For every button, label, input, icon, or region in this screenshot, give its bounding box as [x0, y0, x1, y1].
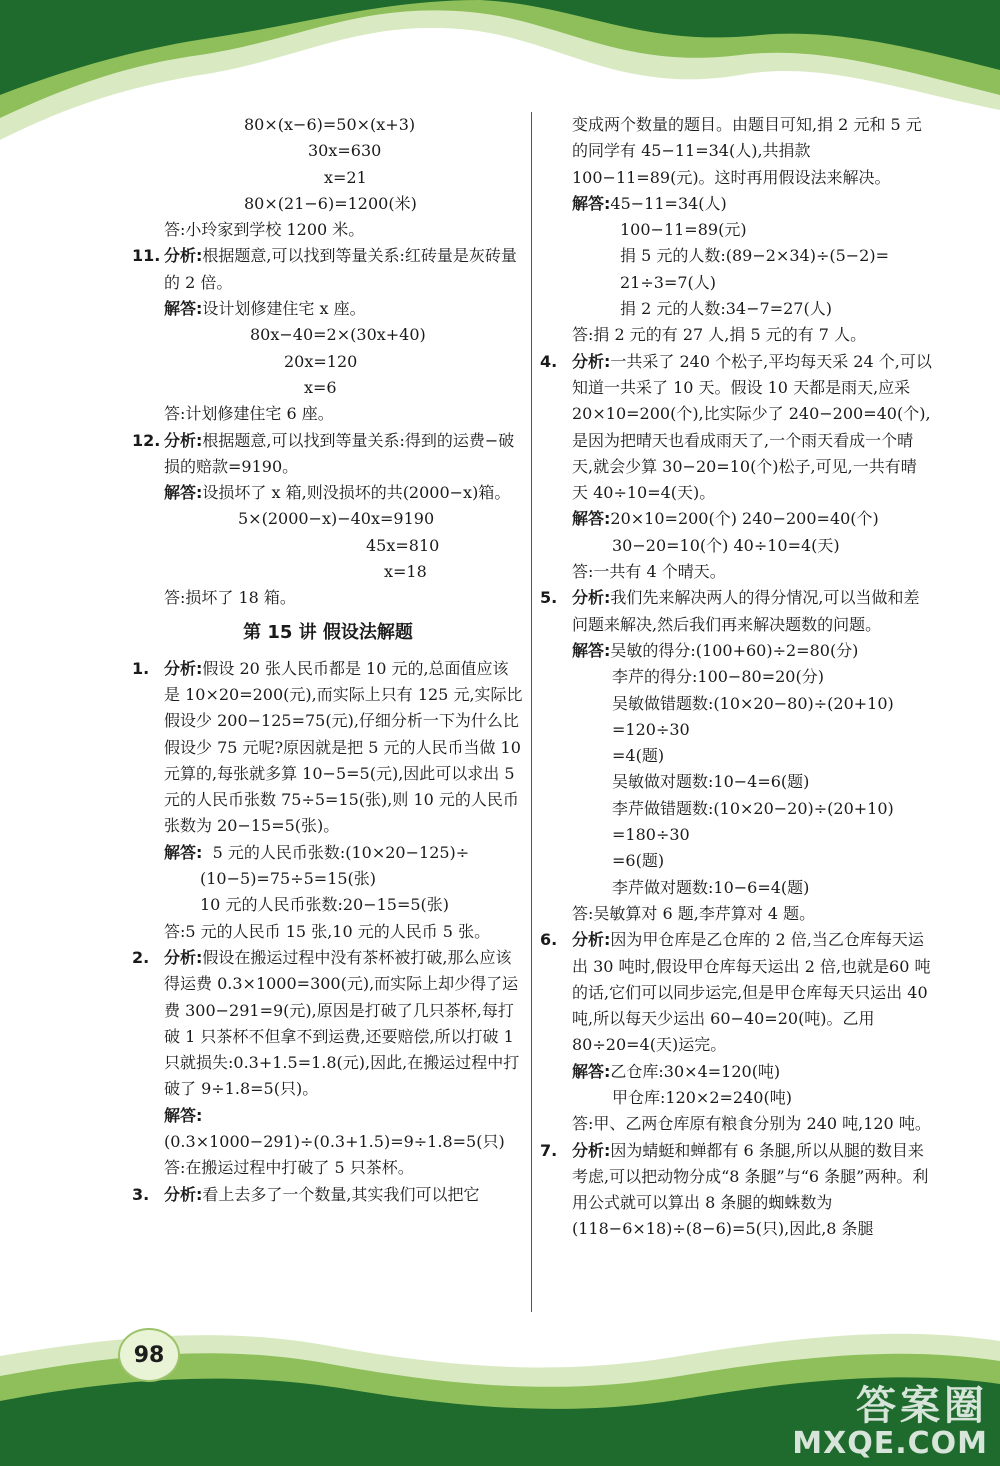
answer-conclusion: 答:5 元的人民币 15 张,10 元的人民币 5 张。 — [164, 921, 491, 941]
equation-line: 80×(21−6)=1200(米) — [244, 193, 417, 213]
analysis-label: 分析: — [572, 588, 611, 608]
analysis-label: 分析: — [572, 1140, 611, 1160]
answer-conclusion: 答:捐 2 元的有 27 人,捐 5 元的有 7 人。 — [572, 325, 867, 345]
problem-number: 3. — [132, 1184, 150, 1204]
watermark-url: MXQE.COM — [792, 1426, 988, 1461]
answer-conclusion: 答:损坏了 18 箱。 — [164, 588, 296, 608]
left-column — [132, 112, 524, 1208]
problem-1-analysis — [132, 656, 524, 840]
answer-line: 李芹做错题数:(10×20−20)÷(20+10) — [612, 798, 894, 818]
answer-text: (0.3×1000−291)÷(0.3+1.5)=9÷1.8=5(只) — [164, 1131, 505, 1151]
problem-3-answer — [540, 191, 932, 217]
problem-11-analysis — [132, 243, 524, 296]
problem-number: 5. — [540, 588, 558, 608]
analysis-text: 假设在搬运过程中没有茶杯被打破,那么应该得运费 0.3×1000=300(元),而实际上却少得了运费 300−291=9(元),原因是打破了几只茶杯,每打破 1 只茶杯不但拿不到运费,还要赔偿,所以打破 1 只就损失:0.3+1.5=1.8(元),因此,在搬运过程中打破了 9÷1.8=5(只)。 — [164, 947, 520, 1099]
analysis-text: 根据题意,可以找到等量关系:得到的运费−破损的赔款=9190。 — [164, 430, 515, 476]
answer-label: 解答: — [164, 842, 203, 862]
section-title: 第 15 讲 假设法解题 — [243, 621, 413, 643]
problem-7-analysis — [540, 1138, 932, 1243]
answer-line: 吴敏做错题数:(10×20−80)÷(20+10) — [612, 693, 894, 713]
analysis-text: 一共采了 240 个松子,平均每天采 24 个,可以知道一共采了 10 天。假设 10 天都是雨天,应采 20×10=200(个),比实际少了 240−200=40(个),是因为把晴天也看成雨天了,一个雨天看成一个晴天,就会少算 30−20=10(个)松子,可见,一共有晴天 40÷10=4(天)。 — [572, 351, 932, 503]
problem-2-answer — [132, 1103, 524, 1156]
answer-text: 设损坏了 x 箱,则没损坏的共(2000−x)箱。 — [202, 483, 511, 503]
answer-conclusion: 答:甲、乙两仓库原有粮食分别为 240 吨,120 吨。 — [572, 1114, 931, 1134]
answer-conclusion: 答:吴敏算对 6 题,李芹算对 4 题。 — [572, 903, 816, 923]
watermark — [792, 1384, 988, 1460]
problem-12-answer — [132, 480, 524, 506]
analysis-label: 分析: — [164, 947, 203, 967]
problem-4-answer — [540, 506, 932, 532]
answer-line: 李芹做对题数:10−6=4(题) — [612, 877, 810, 897]
equation-line: x=21 — [324, 167, 367, 187]
equation-line: 80×(x−6)=50×(x+3) — [244, 115, 416, 134]
answer-label: 解答: — [572, 509, 611, 529]
answer-conclusion: 答:在搬运过程中打破了 5 只茶杯。 — [164, 1158, 414, 1178]
equation-line: 80x−40=2×(30x+40) — [250, 325, 426, 345]
equation-line: 20x=120 — [284, 351, 358, 371]
analysis-text: 我们先来解决两人的得分情况,可以当做和差问题来解决,然后我们再来解决题数的问题。 — [572, 588, 920, 634]
analysis-label: 分析: — [572, 930, 611, 950]
problem-6-answer — [540, 1059, 932, 1085]
problem-5-answer — [540, 638, 932, 664]
equation-line: x=18 — [384, 562, 427, 582]
equation-line: 5×(2000−x)−40x=9190 — [238, 509, 435, 529]
answer-line: =120÷30 — [612, 719, 690, 739]
problem-5-analysis — [540, 585, 932, 638]
equation-line: 30x=630 — [308, 141, 382, 161]
answer-line: 李芹的得分:100−80=20(分) — [612, 667, 824, 687]
problem-number: 11. — [132, 246, 161, 266]
answer-label: 解答: — [164, 1105, 203, 1125]
answer-text: 乙仓库:30×4=120(吨) — [610, 1061, 781, 1081]
answer-line: =180÷30 — [612, 825, 690, 845]
problem-11-answer — [132, 296, 524, 322]
problem-1-answer — [132, 840, 524, 866]
analysis-label: 分析: — [572, 351, 611, 371]
problem-number: 12. — [132, 430, 161, 450]
answer-line: 21÷3=7(人) — [620, 272, 717, 292]
problem-number: 2. — [132, 947, 150, 967]
answer-line: 吴敏做对题数:10−4=6(题) — [612, 772, 810, 792]
answer-text: 吴敏的得分:(100+60)÷2=80(分) — [610, 640, 859, 660]
answer-line: 10 元的人民币张数:20−15=5(张) — [200, 895, 450, 915]
analysis-label: 分析: — [164, 430, 203, 450]
page-number: 98 — [118, 1328, 180, 1382]
problem-number: 1. — [132, 658, 150, 678]
answer-text: 20×10=200(个) 240−200=40(个) — [610, 509, 879, 529]
problem-number: 4. — [540, 351, 558, 371]
problem-number: 6. — [540, 930, 558, 950]
answer-label: 解答: — [164, 483, 203, 503]
analysis-label: 分析: — [164, 1184, 203, 1204]
answer-label: 解答: — [572, 193, 611, 213]
answer-label: 解答: — [164, 299, 203, 319]
problem-2-analysis — [132, 945, 524, 1103]
answer-line: =6(题) — [612, 851, 665, 871]
answer-label: 解答: — [572, 1061, 611, 1081]
equation-line: 45x=810 — [366, 535, 440, 555]
answer-line: (10−5)=75÷5=15(张) — [200, 869, 377, 889]
problem-4-analysis — [540, 349, 932, 507]
answer-label: 解答: — [572, 640, 611, 660]
problem-3-analysis — [132, 1182, 524, 1208]
right-column — [540, 112, 932, 1243]
answer-text: 5 元的人民币张数:(10×20−125)÷ — [212, 842, 470, 862]
analysis-text: 假设 20 张人民币都是 10 元的,总面值应该是 10×20=200(元),而实际上只有 125 元,实际比假设少 200−125=75(元),仔细分析一下为什么比假设少 75 元呢?原因就是把 5 元的人民币当做 10 元算的,每张就多算 10−5=5(元),因此可以求出 5 元的人民币张数 75÷5=15(张),则 10 元的人民币张数为 20−15=5(张)。 — [164, 658, 523, 836]
answer-line: 捐 2 元的人数:34−7=27(人) — [620, 299, 832, 319]
answer-conclusion: 答:一共有 4 个晴天。 — [572, 562, 726, 582]
problem-12-analysis — [132, 428, 524, 481]
answer-conclusion: 答:小玲家到学校 1200 米。 — [164, 220, 365, 240]
answer-line: 甲仓库:120×2=240(吨) — [612, 1087, 792, 1107]
answer-conclusion: 答:计划修建住宅 6 座。 — [164, 404, 334, 424]
answer-line: =4(题) — [612, 746, 665, 766]
analysis-label: 分析: — [164, 658, 203, 678]
answer-text: 45−11=34(人) — [610, 193, 727, 213]
analysis-label: 分析: — [164, 246, 203, 266]
analysis-text: 看上去多了一个数量,其实我们可以把它 — [202, 1184, 480, 1204]
column-divider — [531, 112, 532, 1312]
watermark-text: 答案圈 — [856, 1383, 988, 1429]
answer-text: 设计划修建住宅 x 座。 — [202, 299, 366, 319]
answer-line: 30−20=10(个) 40÷10=4(天) — [612, 535, 840, 555]
answer-line: 捐 5 元的人数:(89−2×34)÷(5−2)= — [620, 246, 890, 266]
analysis-text: 根据题意,可以找到等量关系:红砖量是灰砖量的 2 倍。 — [164, 246, 517, 292]
problem-3-analysis-continued: 变成两个数量的题目。由题目可知,捐 2 元和 5 元的同学有 45−11=34(人),共捐款 100−11=89(元)。这时再用假设法来解决。 — [572, 115, 922, 187]
analysis-text: 因为甲仓库是乙仓库的 2 倍,当乙仓库每天运出 30 吨时,假设甲仓库每天运出 2 倍,也就是60 吨的话,它们可以同步运完,但是甲仓库每天只运出 40 吨,所以每天少运出 60−40=20(吨)。乙用 80÷20=4(天)运完。 — [572, 930, 931, 1055]
equation-line: x=6 — [304, 377, 337, 397]
analysis-text: 因为蜻蜓和蝉都有 6 条腿,所以从腿的数目来考虑,可以把动物分成“8 条腿”与“6 条腿”两种。利用公式就可以算出 8 条腿的蜘蛛数为(118−6×18)÷(8−6)=5(只),因此,8 条腿 — [572, 1140, 929, 1239]
problem-number: 7. — [540, 1140, 558, 1160]
problem-6-analysis — [540, 927, 932, 1058]
answer-line: 100−11=89(元) — [620, 220, 747, 240]
